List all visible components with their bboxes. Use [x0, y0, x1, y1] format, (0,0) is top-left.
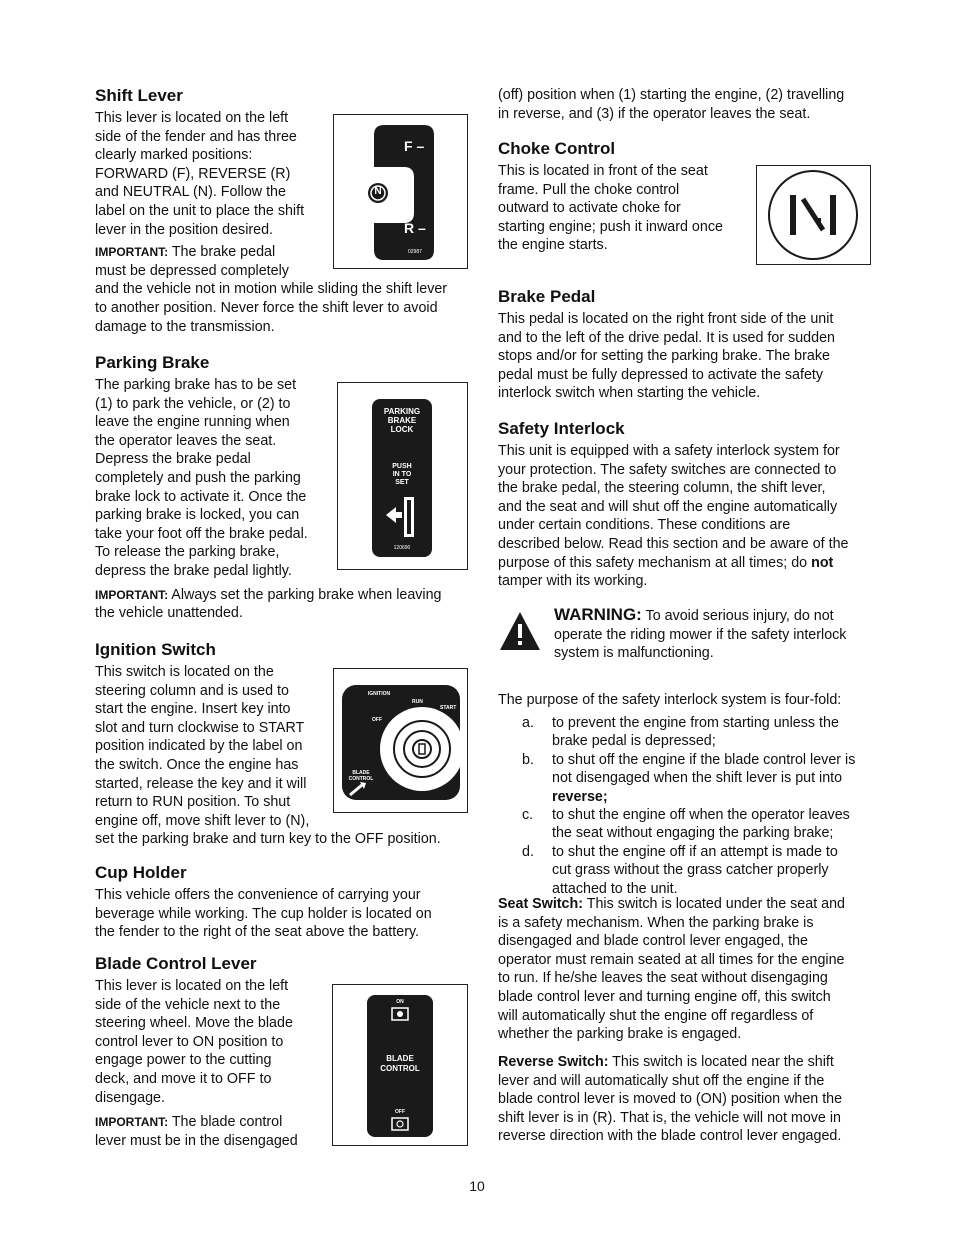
text-line: [498, 895, 845, 914]
page-number: 10: [469, 1178, 485, 1194]
text-line: steering column and is used to: [95, 682, 289, 699]
text-line: BLADE: [352, 770, 370, 776]
text-line: blade control lever and turning engine off, this switch: [498, 988, 831, 1005]
text-line: system is malfunctioning.: [554, 645, 714, 662]
text-line: and the seat and will shut off the engine automatically: [498, 498, 838, 515]
list-text: [552, 843, 872, 898]
text-line: starting engine; push it inward once: [498, 218, 723, 235]
text-line: return to RUN position. To shut: [95, 794, 291, 811]
text-line: and the vehicle not in motion while sliding the shift lever: [95, 281, 448, 298]
text-line: FORWARD (F), REVERSE (R): [95, 165, 291, 182]
text-line: to shut the engine off when the operator leaves: [552, 807, 850, 824]
text-span: The blade control: [168, 1114, 283, 1131]
list-text: [552, 714, 872, 751]
list-item: [522, 806, 872, 843]
text-line: the seat without engaging the parking brake;: [552, 825, 834, 842]
text-line: brake lock to activate it. Once the: [95, 488, 307, 505]
purpose-intro: The purpose of the safety interlock system is four-fold:: [498, 692, 842, 708]
text-line: shift lever is in (R). That is, the vehicle will not move in: [498, 1109, 841, 1126]
warning-text: [554, 606, 846, 663]
text-line: cut grass without the grass catcher properly: [552, 862, 829, 879]
choke-figure: [756, 165, 871, 265]
text-line: the brake pedal, the steering column, the shift lever,: [498, 480, 826, 497]
choke-control-body: [498, 162, 743, 255]
text-line: This pedal is located on the right front side of the unit: [498, 311, 834, 327]
text-line: your protection. The safety switches are connected to: [498, 461, 837, 478]
cup-holder-heading: Cup Holder: [95, 863, 187, 882]
text-line: to run. If he/she leaves the seat without disengaging: [498, 970, 828, 987]
important-label: IMPORTANT:: [95, 245, 169, 260]
list-item: [522, 843, 872, 898]
text-line: lever must be in the disengaged: [95, 1132, 298, 1149]
list-label: a.: [522, 715, 534, 731]
text-line: This vehicle offers the convenience of carrying your: [95, 887, 421, 903]
shift-lever-heading: Shift Lever: [95, 86, 183, 105]
shift-lever-figure: [333, 114, 468, 269]
text-line: depress the brake pedal lightly.: [95, 562, 292, 579]
important-label: IMPORTANT:: [95, 587, 169, 602]
text-line: completely and push the parking: [95, 469, 301, 486]
choke-icon: [757, 166, 870, 264]
brake-pedal-heading: Brake Pedal: [498, 287, 596, 306]
blade-on-icon: [391, 1007, 409, 1021]
text-line: clearly marked positions:: [95, 147, 253, 164]
text-line: CONTROL: [348, 776, 374, 782]
text-span: To avoid serious injury, do not: [641, 608, 834, 624]
text-line: PARKING: [383, 407, 421, 416]
text-line: brake pedal is depressed;: [552, 733, 716, 750]
text-span: This switch is located under the seat and: [583, 896, 846, 912]
text-line: in reverse, and (3) if the operator leaves the seat.: [498, 105, 811, 122]
brake-pedal-body: [498, 310, 835, 403]
blade-off-icon: [391, 1117, 409, 1131]
text-line: set the parking brake and turn key to the OFF position.: [95, 831, 441, 848]
text-line: disengaged and blade control lever engaged, the: [498, 933, 809, 950]
reverse-switch-label: Reverse Switch:: [498, 1054, 609, 1070]
text-line: attached to the unit.: [552, 880, 678, 897]
text-line: started, release the key and it will: [95, 775, 307, 792]
seat-switch-paragraph: [498, 895, 845, 1044]
text-line: To release the parking brake,: [95, 544, 280, 561]
text-line: side of the fender and has three: [95, 128, 297, 145]
purpose-list: [522, 714, 872, 898]
push-lock-icon: [382, 493, 422, 541]
text-line: stops and/or for setting the parking brake. The brake: [498, 348, 830, 365]
text-line: This is located in front of the seat: [498, 163, 708, 179]
text-line: to another position. Never force the shift lever to avoid: [95, 299, 438, 316]
list-label: b.: [522, 751, 534, 768]
text-line: to shut off the engine if the blade control lever is: [552, 751, 856, 768]
text-line: The parking brake has to be set: [95, 377, 297, 393]
text-span: The brake pedal: [168, 244, 276, 261]
text-line: leave the engine running when: [95, 414, 290, 431]
text-line: control lever to ON position to: [95, 1033, 284, 1050]
text-line: engage power to the cutting: [95, 1052, 272, 1069]
text-line: whether the parking brake is engaged.: [498, 1026, 742, 1043]
push-to-set-text: [372, 463, 432, 487]
text-line: (1) to park the vehicle, or (2) to: [95, 395, 291, 412]
text-line: take your foot off the brake pedal.: [95, 525, 308, 542]
text-line: not disengaged when the shift lever is put into: [552, 770, 843, 787]
text-line: to shut the engine off if an attempt is made to: [552, 843, 838, 860]
ignition-title: IGNITION: [367, 691, 391, 697]
list-item: [522, 751, 872, 806]
warning-icon: [498, 610, 542, 652]
text-line: [498, 554, 849, 573]
text-line: position indicated by the label on: [95, 738, 303, 755]
text-line: This unit is equipped with a safety interlock system for: [498, 443, 840, 459]
text-line: disengage.: [95, 1089, 165, 1106]
list-text: [552, 806, 872, 843]
text-line: This switch is located on the: [95, 664, 274, 680]
text-line: operator must remain seated at all times for the engine: [498, 951, 845, 968]
text-line: beverage while working. The cup holder is located on: [95, 905, 432, 922]
list-label: d.: [522, 843, 534, 860]
text-line: lever in the position desired.: [95, 221, 274, 238]
warning-label: WARNING:: [554, 605, 642, 624]
text-line: PUSH: [392, 463, 412, 470]
choke-control-heading: Choke Control: [498, 139, 616, 158]
parking-brake-heading: Parking Brake: [95, 353, 210, 372]
text-span: purpose of this safety mechanism at all times; do: [498, 554, 812, 571]
text-line: deck, and move it to OFF to: [95, 1070, 272, 1087]
text-line: interlock switch when starting the vehicle.: [498, 385, 761, 402]
text-line: the operator leaves the seat.: [95, 432, 277, 449]
figure-code: 120690: [393, 545, 411, 551]
list-text: [552, 751, 872, 806]
text-line: side of the vehicle next to the: [95, 996, 281, 1013]
important-note: [95, 586, 442, 605]
text-line: start the engine. Insert key into: [95, 701, 291, 718]
shift-gate-icon: [334, 115, 467, 268]
text-line: the vehicle unattended.: [95, 605, 243, 622]
text-line: slot and turn clockwise to START: [95, 719, 305, 736]
text-line: tamper with its working.: [498, 573, 648, 590]
text-line: parking brake is locked, you can: [95, 507, 300, 524]
text-line: [554, 606, 846, 626]
list-label: c.: [522, 807, 534, 824]
parking-brake-lock-text: [372, 407, 432, 434]
text-line: to prevent the engine from starting unless the: [552, 715, 839, 731]
text-line: steering wheel. Move the blade: [95, 1015, 293, 1032]
text-line: will automatically shut the engine off regardless of: [498, 1007, 814, 1024]
text-line: (off) position when (1) starting the engine, (2) travelling: [498, 87, 845, 103]
text-line: is a safety mechanism. When the parking brake is: [498, 914, 814, 931]
text-line: reverse direction with the blade control lever engaged.: [498, 1128, 842, 1145]
text-line: reverse;: [552, 788, 608, 805]
blade-control-text: [367, 1054, 433, 1074]
run-label: RUN: [412, 699, 423, 705]
important-note: [95, 1113, 327, 1132]
text-line: damage to the transmission.: [95, 318, 275, 335]
off-label: OFF: [372, 717, 382, 723]
blade-arrow-icon: [348, 781, 368, 797]
cup-holder-body: [95, 886, 432, 942]
figure-code: 02987: [408, 249, 422, 255]
text-line: engine off, move shift lever to (N),: [95, 812, 310, 829]
text-line: must be depressed completely: [95, 262, 289, 279]
text-line: the engine starts.: [498, 237, 608, 254]
text-line: under certain conditions. These conditions are: [498, 517, 791, 534]
text-line: pedal must be fully depressed to activate the safety: [498, 366, 824, 383]
important-label: IMPORTANT:: [95, 1115, 169, 1130]
blade-control-figure: [332, 984, 468, 1146]
text-line: frame. Pull the choke control: [498, 181, 680, 198]
text-line: operate the riding mower if the safety interlock: [554, 626, 847, 643]
text-line: and NEUTRAL (N). Follow the: [95, 184, 286, 201]
ignition-key-icon: [374, 701, 464, 791]
text-line: blade control lever is moved to (ON) position when the: [498, 1091, 843, 1108]
text-line: and to the left of the drive pedal. It is used for sudden: [498, 329, 835, 346]
continued-text: [498, 86, 844, 123]
bold-not: not: [811, 554, 834, 571]
text-line: This lever is located on the left: [95, 110, 289, 126]
text-line: label on the unit to place the shift: [95, 202, 305, 219]
safety-interlock-heading: Safety Interlock: [498, 419, 625, 438]
text-line: the fender to the right of the seat above the battery.: [95, 924, 420, 941]
blade-control-heading: Blade Control Lever: [95, 954, 257, 973]
text-line: Depress the brake pedal: [95, 451, 251, 468]
text-span: This switch is located near the shift: [608, 1054, 834, 1070]
text-span: Always set the parking brake when leaving: [168, 586, 442, 603]
neutral-label: N: [374, 186, 382, 197]
ignition-switch-heading: Ignition Switch: [95, 640, 216, 659]
text-line: SET: [395, 479, 409, 486]
text-line: the switch. Once the engine has: [95, 756, 299, 773]
ignition-switch-figure: [333, 668, 468, 813]
list-item: [522, 714, 872, 751]
text-line: This lever is located on the left: [95, 978, 289, 994]
text-line: CONTROL: [380, 1064, 420, 1073]
text-line: BLADE: [386, 1054, 414, 1063]
text-line: outward to activate choke for: [498, 200, 681, 217]
text-line: lever and will automatically shut off the engine if the: [498, 1072, 825, 1089]
reverse-switch-paragraph: [498, 1053, 842, 1146]
safety-interlock-body: [498, 442, 849, 591]
blade-control-body: [95, 977, 327, 1150]
text-line: described below. Read this section and be aware of the: [498, 535, 849, 552]
text-line: IN TO: [392, 471, 412, 478]
on-label: ON: [396, 999, 404, 1005]
text-line: LOCK: [390, 425, 414, 434]
parking-brake-figure: [337, 382, 468, 570]
start-label: START: [440, 705, 457, 711]
text-line: BRAKE: [387, 416, 417, 425]
off-label: OFF: [395, 1109, 405, 1115]
seat-switch-label: Seat Switch:: [498, 896, 584, 912]
text-line: [498, 1053, 842, 1072]
reverse-label: R –: [404, 220, 426, 236]
forward-label: F –: [404, 138, 425, 154]
